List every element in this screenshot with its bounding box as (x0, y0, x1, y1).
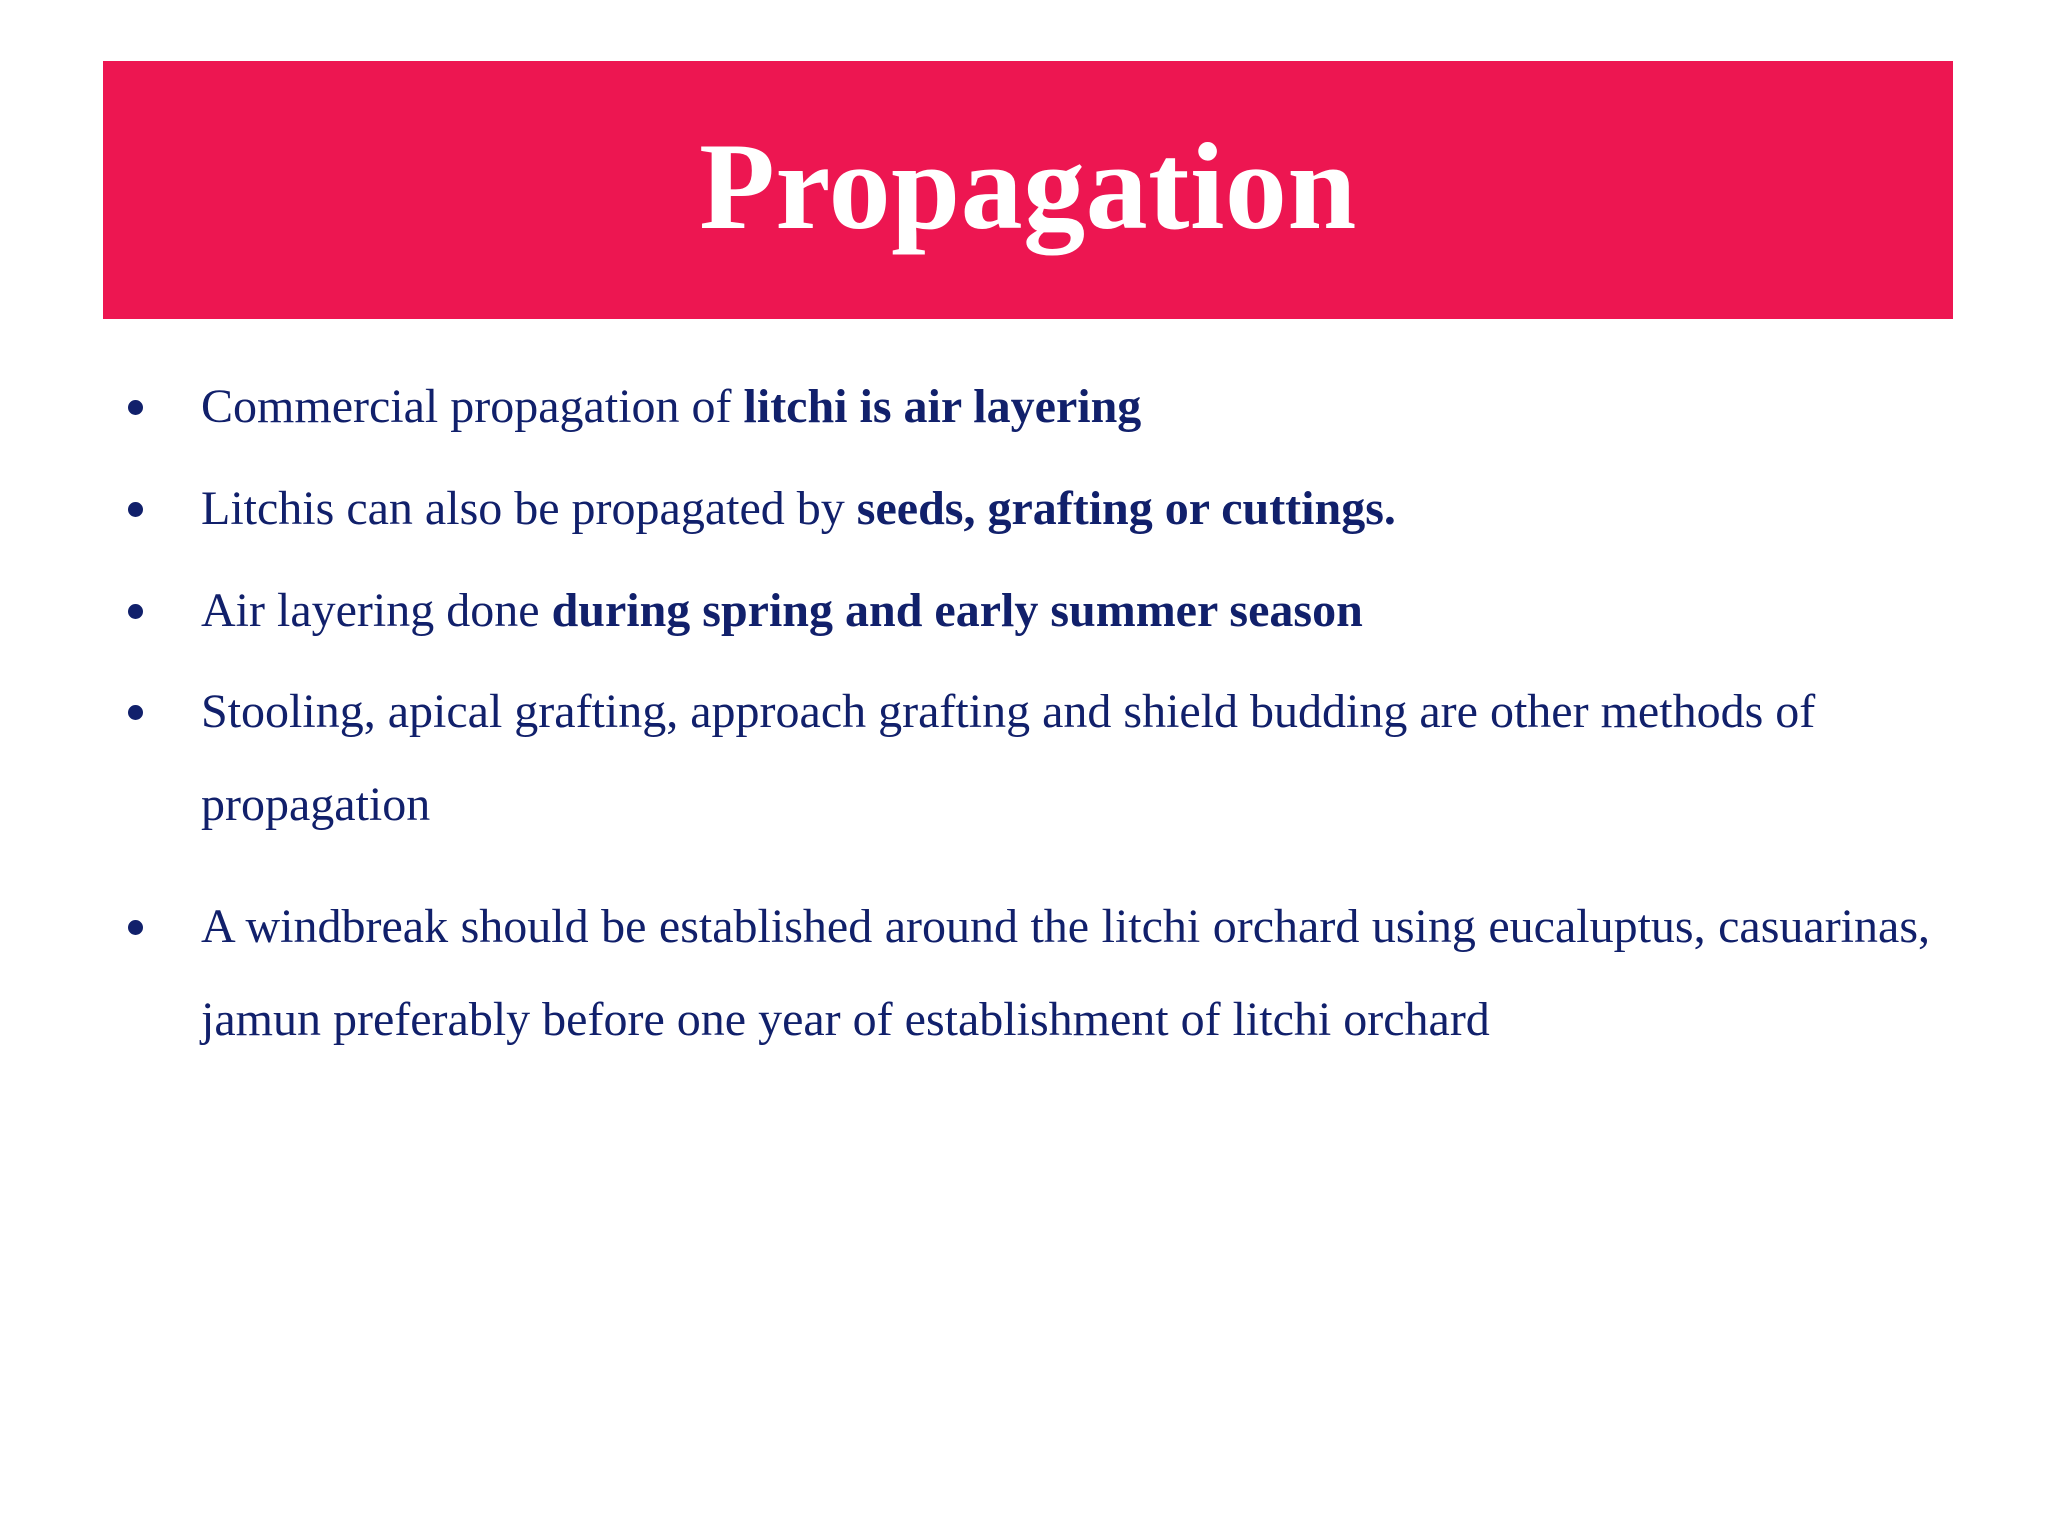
bullet-item (120, 564, 1930, 657)
bullet-bold-text: during spring and early summer season (551, 584, 1363, 637)
bullet-bold-text: litchi is air layering (743, 380, 1142, 433)
bullet-plain-text: Litchis can also be propagated by (201, 482, 857, 535)
bullet-dot-icon (128, 502, 143, 517)
bullet-text: A windbreak should be established around the litchi orchard using eucaluptus, casuarinas, jamun preferably before one year of establishment of litchi orchard (201, 900, 1930, 1046)
bullet-dot-icon (128, 920, 143, 935)
bullet-dot-icon (128, 400, 143, 415)
bullet-text (201, 564, 1930, 657)
bullet-text (201, 360, 1930, 453)
bullet-dot-icon (128, 604, 143, 619)
bullet-plain-text: Commercial propagation of (201, 380, 744, 433)
bullet-dot-icon (128, 705, 143, 720)
slide-title: Propagation (699, 118, 1357, 255)
bullet-item (120, 880, 1930, 1066)
bullet-bold-text: seeds, grafting or cuttings. (856, 482, 1396, 535)
bullet-text: Stooling, apical grafting, approach grafting and shield budding are other methods of propagation (201, 685, 1816, 831)
bullet-item (120, 462, 1930, 555)
bullet-text (201, 462, 1930, 555)
bullet-plain-text: Air layering done (201, 584, 552, 637)
bullet-item (120, 360, 1930, 453)
bullet-item (120, 665, 1930, 851)
